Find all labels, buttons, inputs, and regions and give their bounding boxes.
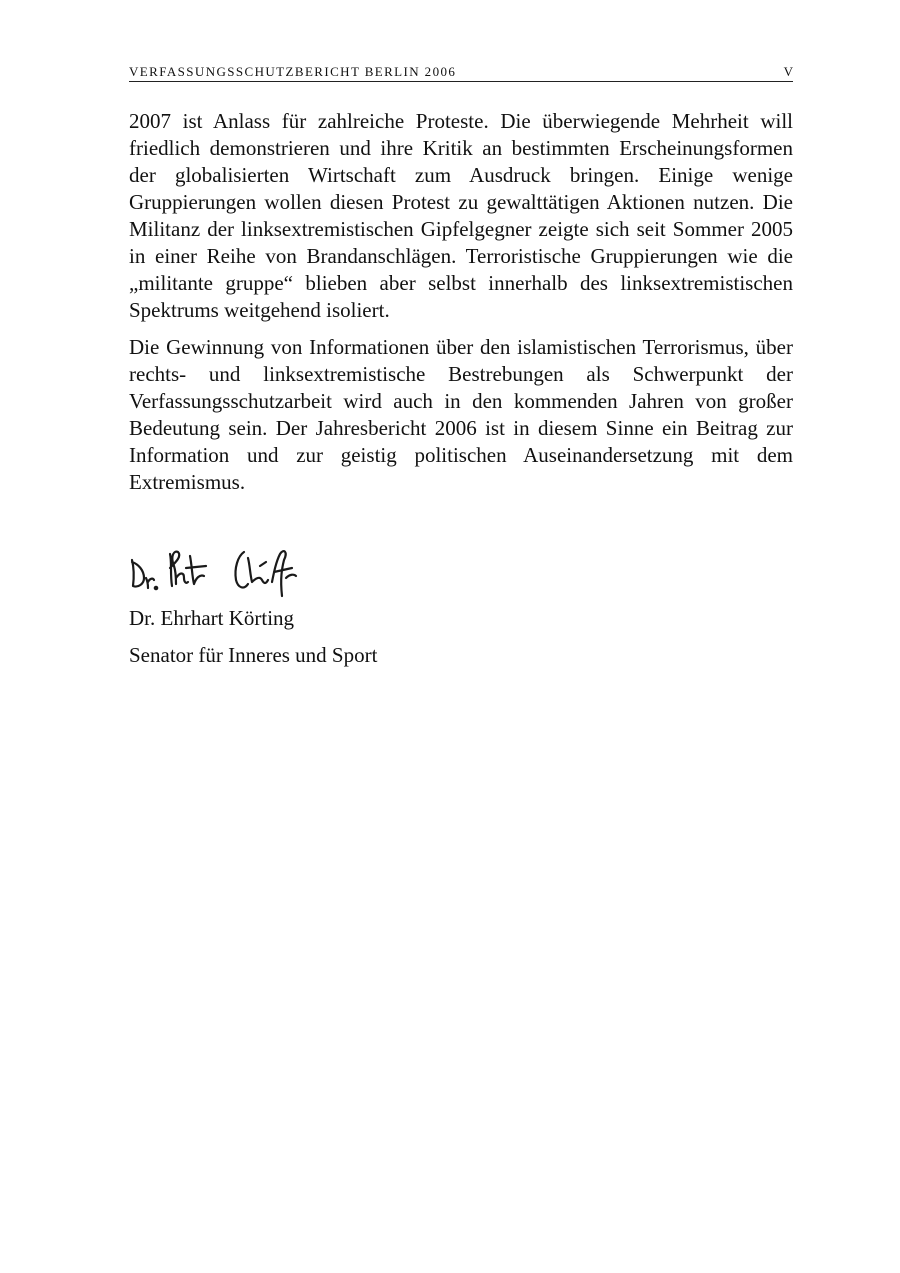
handwritten-signature — [126, 538, 316, 602]
signature-drawing — [126, 538, 316, 602]
header-title: VERFASSUNGSSCHUTZBERICHT BERLIN 2006 — [129, 64, 457, 79]
signatory-role: Senator für Inneres und Sport — [129, 643, 378, 667]
running-header — [129, 63, 793, 82]
paragraph-2: Die Gewinnung von Informationen über den islamistischen Terrorismus, über rechts- und linksextremistische Bestrebungen als Schwerpunkt der Verfassungsschutzarbeit wird auch in den kommenden Jahren von großer Bedeutung sein. Der Jahresbericht 2006 ist in diesem Sinne ein Beitrag zur Information und zur geistig politischen Auseinandersetzung mit dem Extremismus. — [129, 335, 793, 494]
page-number: V — [783, 64, 793, 79]
signatory-name: Dr. Ehrhart Körting — [129, 606, 295, 630]
body-text — [129, 108, 793, 506]
paragraph-1: 2007 ist Anlass für zahlreiche Proteste. Die überwiegende Mehrheit will friedlich demonstrieren und ihre Kritik an bestimmten Erscheinungsformen der globalisierten Wirtschaft zum Ausdruck bringen. Einige wenige Gruppierungen wollen diesen Protest zu gewalttätigen Aktionen nutzen. Die Militanz der linksextremistischen Gipfelgegner zeigte sich seit Sommer 2005 in einer Reihe von Brandanschlägen. Terroristische Gruppierungen wie die „militante gruppe“ blieben aber selbst innerhalb des linksextremistischen Spektrums weitgehend isoliert. — [129, 109, 793, 322]
